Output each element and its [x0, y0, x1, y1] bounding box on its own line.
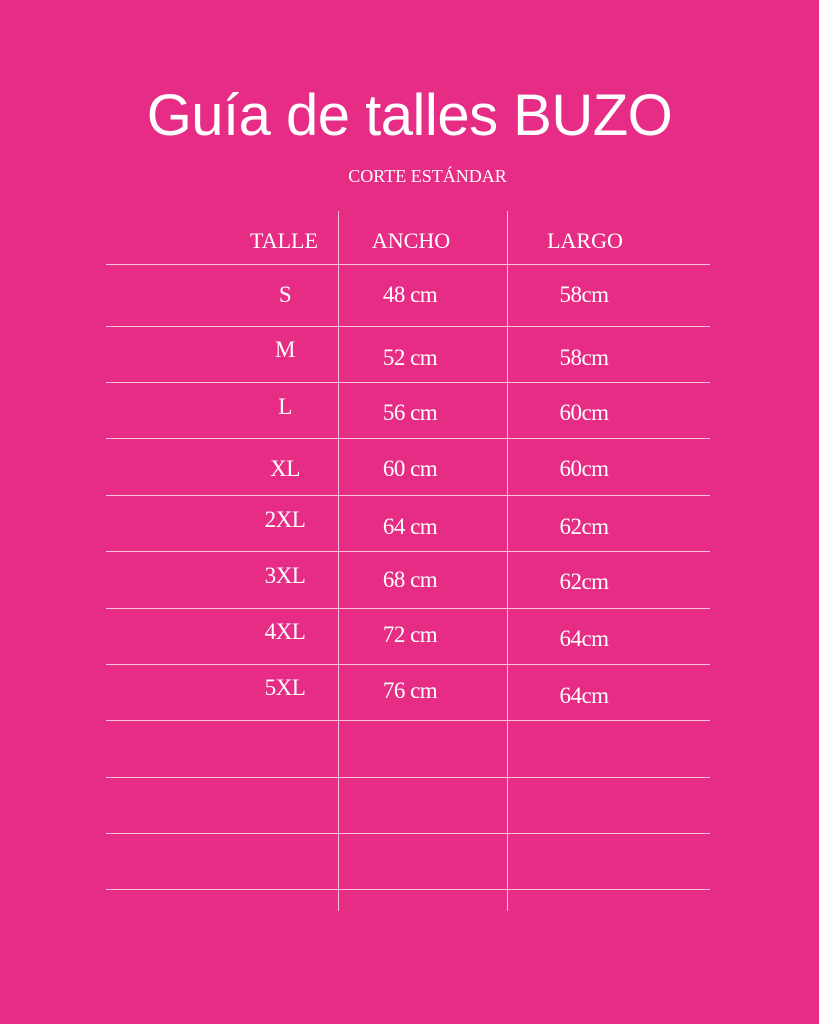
cell-talle: 2XL: [264, 507, 306, 532]
cell-largo: 64cm: [559, 683, 609, 708]
row-divider: [106, 608, 710, 609]
cell-ancho: 48 cm: [382, 282, 438, 307]
row-divider: [106, 833, 710, 834]
cell-talle: S: [278, 282, 292, 307]
row-divider: [106, 264, 710, 265]
cell-talle: XL: [270, 456, 300, 481]
cell-ancho: 76 cm: [382, 678, 438, 703]
row-divider: [106, 438, 710, 439]
header-largo: LARGO: [547, 228, 623, 253]
cell-largo: 62cm: [559, 569, 609, 594]
page-subtitle: CORTE ESTÁNDAR: [348, 166, 507, 186]
cell-talle: 4XL: [264, 619, 306, 644]
column-divider: [507, 211, 508, 911]
page-title: Guía de talles BUZO: [146, 83, 673, 148]
row-divider: [106, 326, 710, 327]
cell-ancho: 68 cm: [382, 567, 438, 592]
cell-talle: 5XL: [264, 675, 306, 700]
row-divider: [106, 664, 710, 665]
row-divider: [106, 777, 710, 778]
cell-ancho: 60 cm: [382, 456, 438, 481]
header-ancho: ANCHO: [371, 228, 451, 253]
cell-ancho: 72 cm: [382, 622, 438, 647]
column-divider: [338, 211, 339, 911]
cell-largo: 64cm: [559, 626, 609, 651]
cell-largo: 62cm: [559, 514, 609, 539]
cell-talle: L: [278, 394, 292, 419]
cell-largo: 58cm: [559, 282, 609, 307]
cell-largo: 60cm: [559, 400, 609, 425]
row-divider: [106, 551, 710, 552]
row-divider: [106, 495, 710, 496]
row-divider: [106, 382, 710, 383]
cell-ancho: 52 cm: [382, 345, 438, 370]
cell-talle: 3XL: [264, 563, 306, 588]
row-divider: [106, 889, 710, 890]
cell-ancho: 64 cm: [382, 514, 438, 539]
header-talle: TALLE: [250, 228, 318, 253]
cell-talle: M: [275, 337, 295, 362]
row-divider: [106, 720, 710, 721]
cell-largo: 60cm: [559, 456, 609, 481]
cell-ancho: 56 cm: [382, 400, 438, 425]
cell-largo: 58cm: [559, 345, 609, 370]
